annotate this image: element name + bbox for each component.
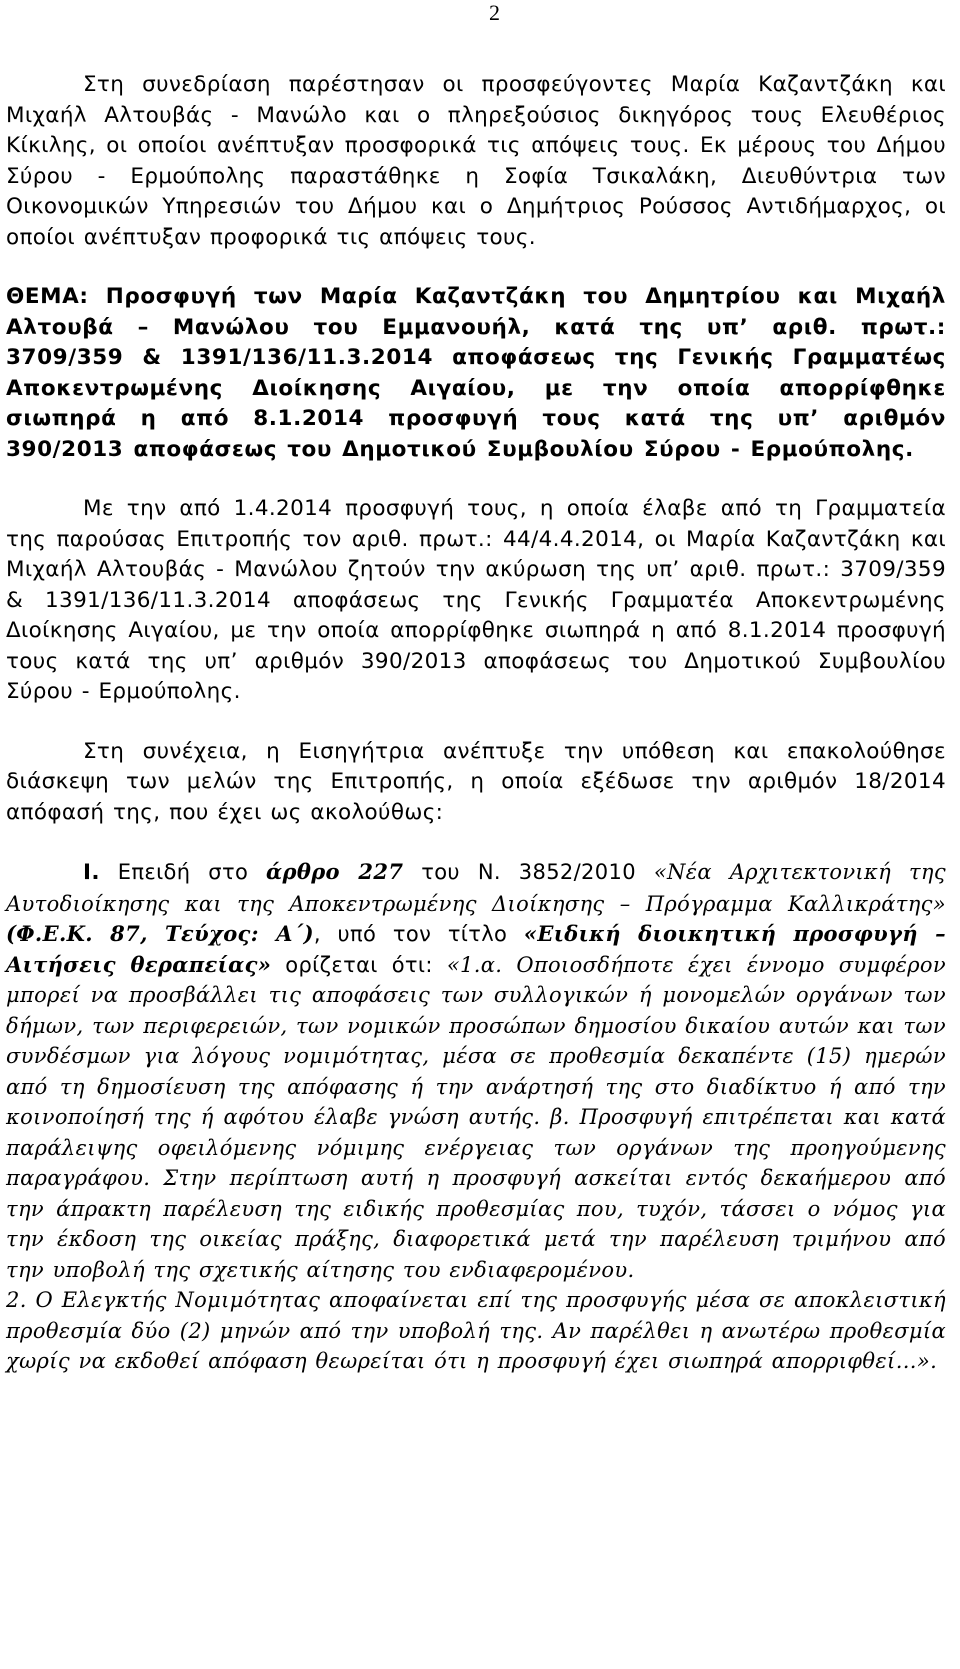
subject-heading: ΘΕΜΑ: Προσφυγή των Μαρία Καζαντζάκη του Δημητρίου και Μιχαήλ Αλτουβά – Μανώλου του Εμμανουήλ, κατά της υπ’ αριθ. πρωτ.: 3709/359 & 1391/136/11.3.2014 αποφάσεως της Γενικής Γραμματέως Αποκεντρωμένης Διοίκησης Αιγαίου, με την οποία απορρίφθηκε σιωπηρά η από 8.1.2014 προσφυγή τους κατά της υπ’ αριθμόν 390/2013 αποφάσεως του Δημοτικού Συμβουλίου Σύρου - Ερμούπολης. — [6, 284, 946, 462]
law-title: «Νέα Αρχιτεκτονική της Αυτοδιοίκησης και της Αποκεντρωμένης Διοίκησης – Πρόγραμμα Καλλικράτης» — [6, 860, 946, 916]
section-text — [636, 860, 654, 884]
section-one-paragraph — [6, 857, 946, 1285]
article-reference: άρθρο 227 — [266, 859, 404, 884]
section-numeral: Ι. — [83, 860, 100, 885]
section-text: Επειδή στο — [99, 860, 267, 884]
gazette-reference: (Φ.Ε.Κ. 87, Τεύχος: Α΄) — [6, 921, 314, 946]
appeal-paragraph: Με την από 1.4.2014 προσφυγή τους, η οποία έλαβε από τη Γραμματεία της παρούσας Επιτροπής τον αριθ. πρωτ.: 44/4.4.2014, οι Μαρία Καζαντζάκη και Μιχαήλ Αλτουβάς - Μανώλου ζητούν την ακύρωση της υπ’ αριθ. πρωτ.: 3709/359 & 1391/136/11.3.2014 αποφάσεως της Γενικής Γραμματέα Αποκεντρωμένης Διοίκησης Αιγαίου, με την οποία απορρίφθηκε σιωπηρά η από 8.1.2014 προσφυγή τους κατά της υπ’ αριθμόν 390/2013 αποφάσεως του Δημοτικού Συμβουλίου Σύρου - Ερμούπολης. — [6, 496, 946, 704]
section-text: , υπό τον τίτλο — [313, 922, 524, 946]
quoted-provision: «1.α. Οποιοσδήποτε έχει έννομο συμφέρον μπορεί να προσβάλλει τις αποφάσεις των συλλογικών ή μονομελών οργάνων των δήμων, των περιφερειών, των νομικών προσώπων δημοσίου δικαίου αυτών και των συνδέσμων για λόγους νομιμότητας, μέσα σε προθεσμία δεκαπέντε (15) ημερών από τη δημοσίευση της απόφασης ή την ανάρτησή της στο διαδίκτυο ή από την κοινοποίησή της ή αφότου έλαβε γνώση αυτής. β. Προσφυγή επιτρέπεται και κατά παράλειψης οφειλόμενης νόμιμης ενέργειας των οργάνων της προηγούμενης παραγράφου. Στην περίπτωση αυτή η προσφυγή ασκείται εντός δεκαήμερου από την άπρακτη παρέλευση της ειδικής προθεσμίας που, τυχόν, τάσσει ο νόμος για την έκδοση της οικείας πράξης, διαφορετικά μετά την παρέλευση τριμήνου από την υποβολή της σχετικής αίτησης του ενδιαφερομένου. — [6, 952, 946, 1282]
document-body — [6, 70, 946, 1377]
section-text: του — [403, 860, 478, 884]
article-heading: «Ειδική διοικητική προσφυγή – Αιτήσεις θεραπείας» — [6, 921, 946, 977]
law-reference: Ν. 3852/2010 — [477, 860, 636, 884]
quoted-provision-2: 2. Ο Ελεγκτής Νομιμότητας αποφαίνεται επί της προσφυγής μέσα σε αποκλειστική προθεσμία δύο (2) μηνών από την υποβολή της. Αν παρέλθει η ανωτέρω προθεσμία χωρίς να εκδοθεί απόφαση θεωρείται ότι η προσφυγή έχει σιωπηρά απορριφθεί…». — [6, 1288, 946, 1373]
section-text: ορίζεται ότι: — [271, 952, 447, 977]
deliberation-paragraph: Στη συνέχεια, η Εισηγήτρια ανέπτυξε την υπόθεση και επακολούθησε διάσκεψη των μελών της Επιτροπής, η οποία εξέδωσε την αριθμόν 18/2014 απόφασή της, που έχει ως ακολούθως: — [6, 738, 946, 825]
attendance-paragraph: Στη συνεδρίαση παρέστησαν οι προσφεύγοντες Μαρία Καζαντζάκη και Μιχαήλ Αλτουβάς - Μανώλο και ο πληρεξούσιος δικηγόρος τους Ελευθέριος Κίκιλης, οι οποίοι ανέπτυξαν προσφορικά τις απόψεις τους. Εκ μέρους του Δήμου Σύρου - Ερμούπολης παραστάθηκε η Σοφία Τσικαλάκη, Διευθύντρια των Οικονομικών Υπηρεσιών του Δήμου και ο Δημήτριος Ρούσσος Αντιδήμαρχος, οι οποίοι ανέπτυξαν προφορικά τις απόψεις τους. — [6, 72, 946, 250]
page-number: 2 — [489, 0, 500, 25]
